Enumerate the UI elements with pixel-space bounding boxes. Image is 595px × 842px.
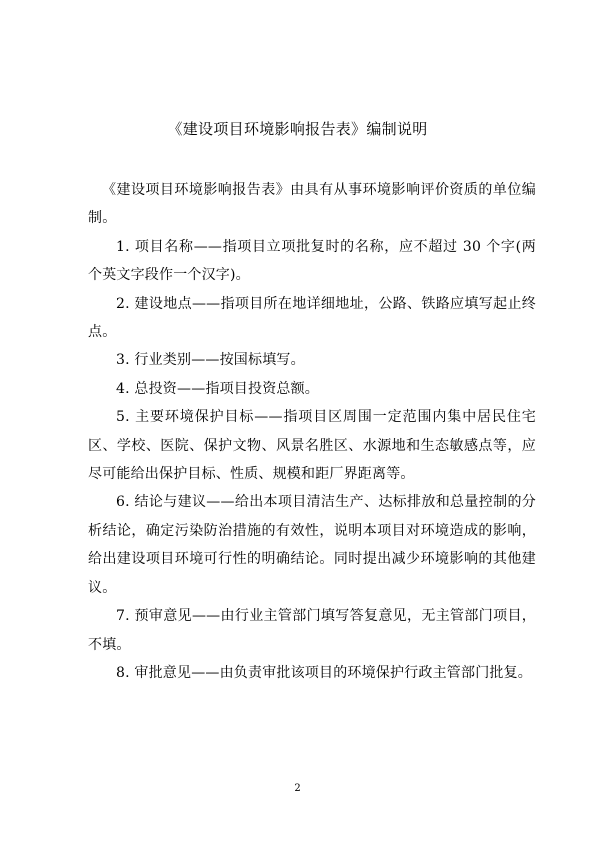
instruction-item-2: 2. 建设地点——指项目所在地详细地址，公路、铁路应填写起止终点。 <box>88 295 536 341</box>
instructions-body <box>88 176 536 687</box>
instruction-item-5: 5. 主要环境保护目标——指项目区周围一定范围内集中居民住宅区、学校、医院、保护文物、风景名胜区、水源地和生态敏感点等，应尽可能给出保护目标、性质、规模和距厂界距离等。 <box>88 409 536 483</box>
instruction-item-1: 1. 项目名称——指项目立项批复时的名称，应不超过 30 个字(两个英文字段作一个汉字)。 <box>88 238 536 284</box>
instruction-item-7: 7. 预审意见——由行业主管部门填写答复意见，无主管部门项目，不填。 <box>88 608 536 653</box>
intro-paragraph: 《建设项目环境影响报告表》由具有从事环境影响评价资质的单位编制。 <box>88 182 536 227</box>
instruction-item-8: 8. 审批意见——由负责审批该项目的环境保护行政主管部门批复。 <box>116 664 533 681</box>
instruction-item-6: 6. 结论与建议——给出本项目清洁生产、达标排放和总量控制的分析结论，确定污染防治措施的有效性，说明本项目对环境造成的影响，给出建设项目环境可行性的明确结论。同时提出减少环境影响的其他建议。 <box>88 494 536 596</box>
page-title: 《建设项目环境影响报告表》编制说明 <box>167 120 428 138</box>
page-number: 2 <box>294 783 301 794</box>
instruction-item-4: 4. 总投资——指项目投资总额。 <box>116 380 320 397</box>
instruction-item-3: 3. 行业类别——按国标填写。 <box>116 352 305 369</box>
